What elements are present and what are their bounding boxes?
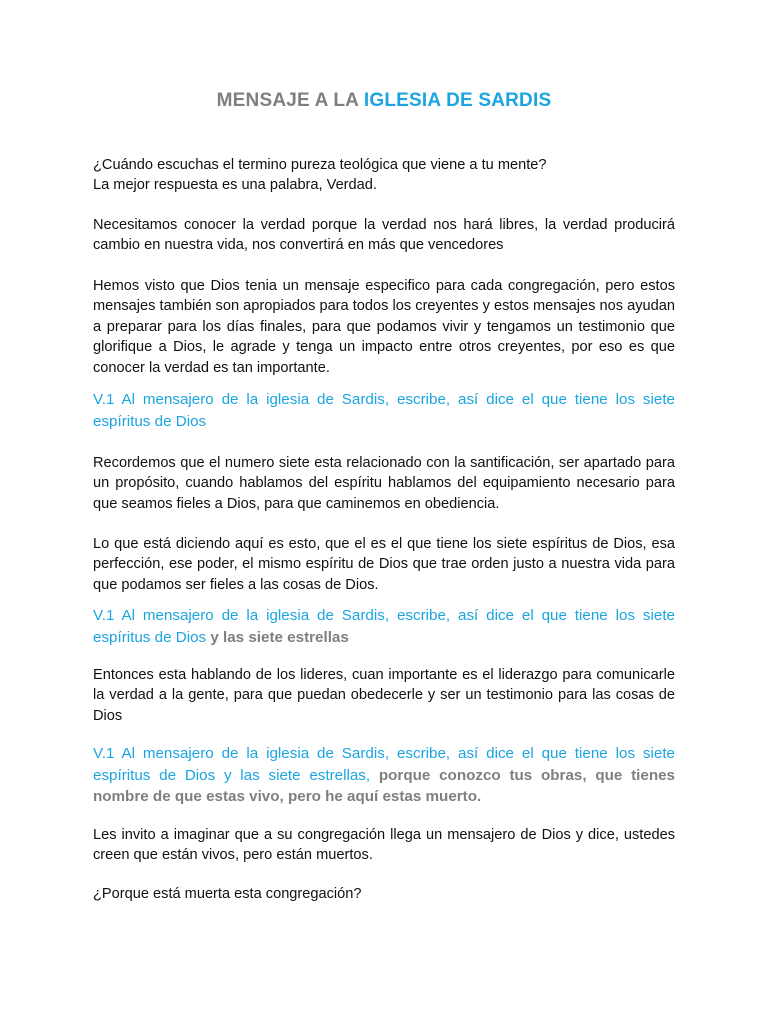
- title-part-blue: IGLESIA DE SARDIS: [363, 90, 552, 111]
- intro-question-line1: ¿Cuándo escuchas el termino pureza teológica que viene a tu mente?: [93, 157, 547, 173]
- paragraph-messages: Hemos visto que Dios tenia un mensaje especifico para cada congregación, pero estos mensajes también son apropiados para todos los creyentes y estos mensajes nos ayudan a preparar para los días finales, para que podamos vivir y tengamos un testimonio que glorifique a Dios, le agrade y tenga un impacto entre otros creyentes, por eso es que conocer la verdad es tan importante.: [93, 278, 675, 376]
- document-title: [0, 90, 768, 112]
- verse-1-second-blue: V.1 Al mensajero de la iglesia de Sardis, escribe, así dice el que tiene los siete espíritus de Dios: [93, 607, 675, 646]
- verse-1-third-gray: porque conozco tus obras, que tienes nombre de que estas vivo, pero he aquí estas muerto.: [93, 766, 675, 806]
- verse-1-second: [93, 605, 675, 648]
- verse-1-first: V.1 Al mensajero de la iglesia de Sardis, escribe, así dice el que tiene los siete espíritus de Dios: [93, 391, 675, 430]
- intro-question-line2: La mejor respuesta es una palabra, Verdad.: [93, 177, 377, 194]
- verse-1-second-gray: y las siete estrellas: [210, 628, 349, 646]
- intro-question: [93, 155, 675, 196]
- verse-1-third-blue: V.1 Al mensajero de la iglesia de Sardis, escribe, así dice el que tiene los siete espíritus de Dios y las siete estrellas,: [93, 745, 675, 784]
- paragraph-leaders: Entonces esta hablando de los lideres, cuan importante es el liderazgo para comunicarle la verdad a la gente, para que puedan obedecerle y ser un testimonio para las cosas de Dios: [93, 667, 675, 724]
- verse-1-third: [93, 743, 675, 808]
- closing-question: ¿Porque está muerta esta congregación?: [93, 886, 362, 902]
- paragraph-seven-spirits: Lo que está diciendo aquí es esto, que el es el que tiene los siete espíritus de Dios, esa perfección, ese poder, el mismo espíritu de Dios que trae orden justo a nuestra vida para que podamos ser fieles a las cosas de Dios.: [93, 536, 675, 593]
- paragraph-imagine: Les invito a imaginar que a su congregación llega un mensajero de Dios y dice, ustedes creen que están vivos, pero están muertos.: [93, 827, 675, 864]
- title-part-gray: MENSAJE A LA: [216, 90, 364, 111]
- paragraph-number-seven: Recordemos que el numero siete esta relacionado con la santificación, ser apartado para un propósito, cuando hablamos del espíritu hablamos del equipamiento necesario para que seamos fieles a Dios, para que caminemos en obediencia.: [93, 455, 675, 512]
- paragraph-truth: Necesitamos conocer la verdad porque la verdad nos hará libres, la verdad producirá cambio en nuestra vida, nos convertirá en más que vencedores: [93, 217, 675, 254]
